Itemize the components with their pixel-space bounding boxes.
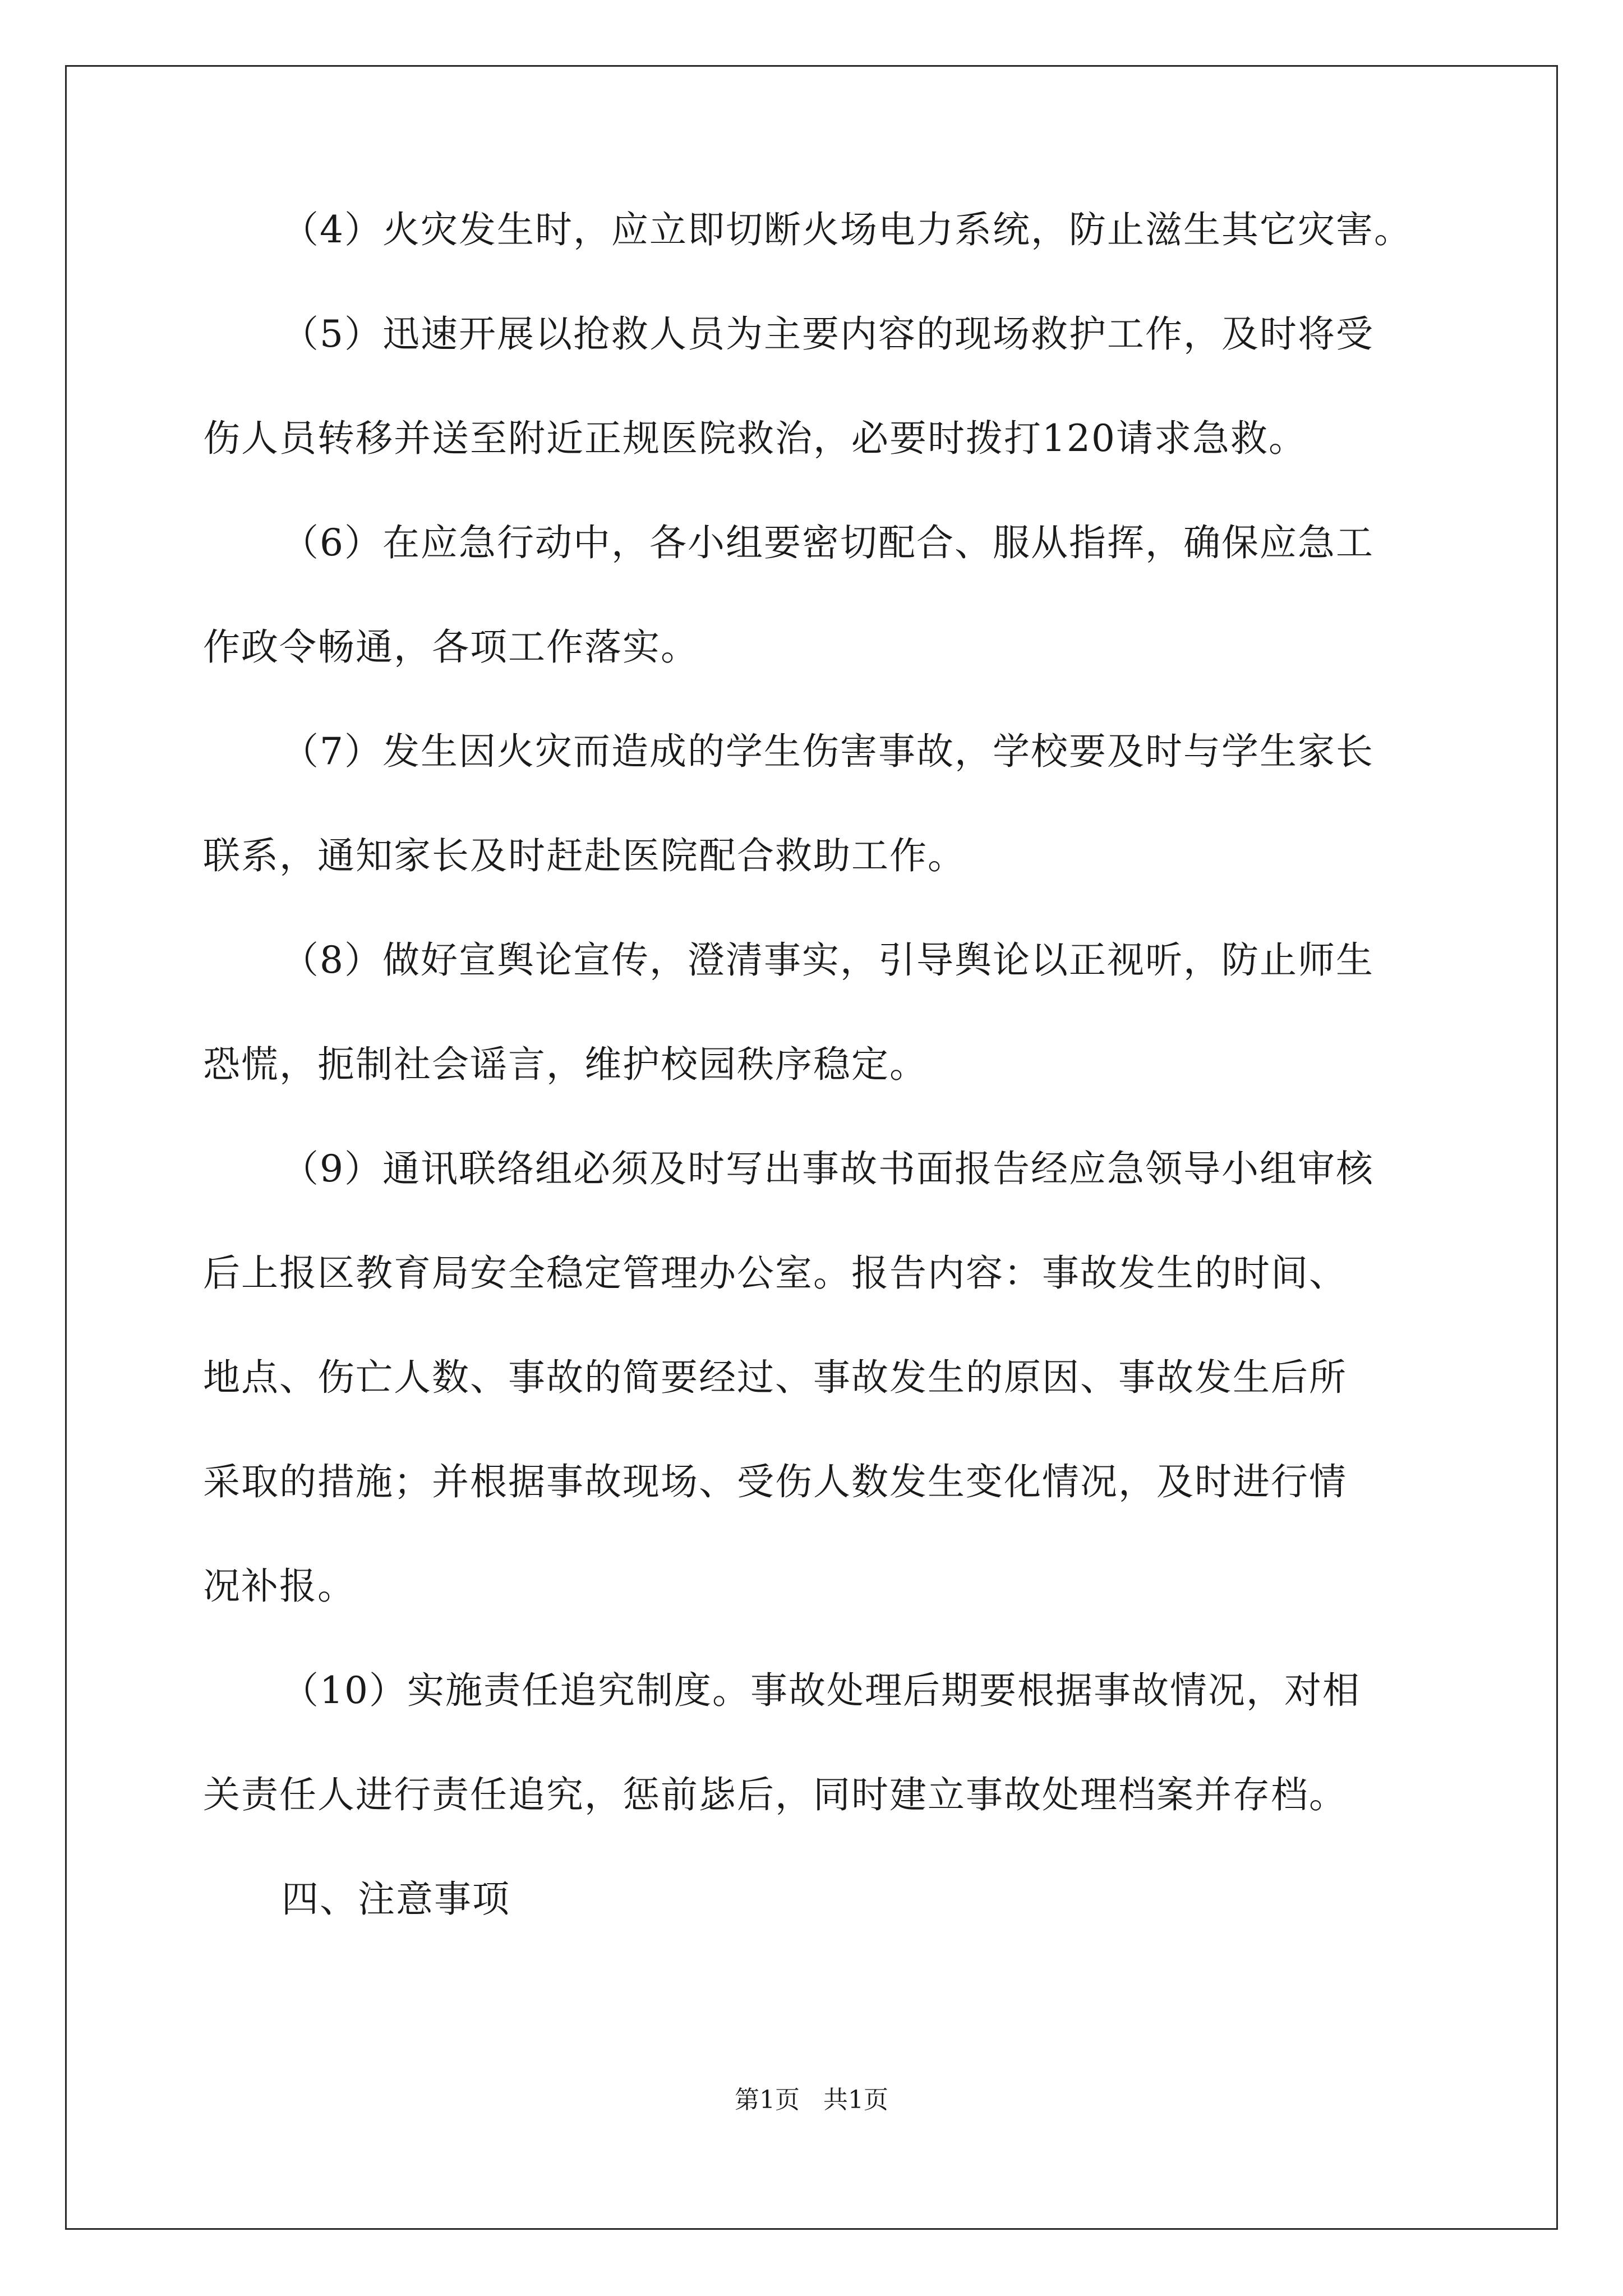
paragraph-10-line-2: 关责任人进行责任追究，惩前毖后，同时建立事故处理档案并存档。 xyxy=(203,1773,1347,1816)
paragraph-4-line-1: （4）火灾发生时，应立即切断火场电力系统，防止滋生其它灾害。 xyxy=(282,208,1412,251)
paragraph-9-line-1: （9）通讯联络组必须及时写出事故书面报告经应急领导小组审核 xyxy=(282,1147,1374,1190)
section-heading-notes: 四、注意事项 xyxy=(282,1878,510,1921)
paragraph-9-line-2: 后上报区教育局安全稳定管理办公室。报告内容：事故发生的时间、 xyxy=(203,1251,1347,1295)
paragraph-8-line-1: （8）做好宣舆论宣传，澄清事实，引导舆论以正视听，防止师生 xyxy=(282,938,1374,982)
paragraph-9-line-3: 地点、伤亡人数、事故的简要经过、事故发生的原因、事故发生后所 xyxy=(203,1356,1347,1399)
paragraph-5-line-1: （5）迅速开展以抢救人员为主要内容的现场救护工作，及时将受 xyxy=(282,312,1374,356)
paragraph-10-line-1: （10）实施责任追究制度。事故处理后期要根据事故情况，对相 xyxy=(282,1669,1361,1712)
page-footer: 第1页 共1页 xyxy=(735,2086,888,2114)
paragraph-9-line-4: 采取的措施；并根据事故现场、受伤人数发生变化情况，及时进行情 xyxy=(203,1460,1347,1503)
paragraph-5-line-2: 伤人员转移并送至附近正规医院救治，必要时拨打120请求急救。 xyxy=(203,417,1307,460)
paragraph-9-line-5: 况补报。 xyxy=(203,1565,356,1608)
paragraph-6-line-1: （6）在应急行动中，各小组要密切配合、服从指挥，确保应急工 xyxy=(282,521,1374,564)
paragraph-7-line-1: （7）发生因火灾而造成的学生伤害事故，学校要及时与学生家长 xyxy=(282,730,1374,773)
paragraph-8-line-2: 恐慌，扼制社会谣言，维护校园秩序稳定。 xyxy=(203,1043,928,1086)
paragraph-6-line-2: 作政令畅通，各项工作落实。 xyxy=(203,625,699,669)
paragraph-7-line-2: 联系，通知家长及时赶赴医院配合救助工作。 xyxy=(203,834,966,877)
